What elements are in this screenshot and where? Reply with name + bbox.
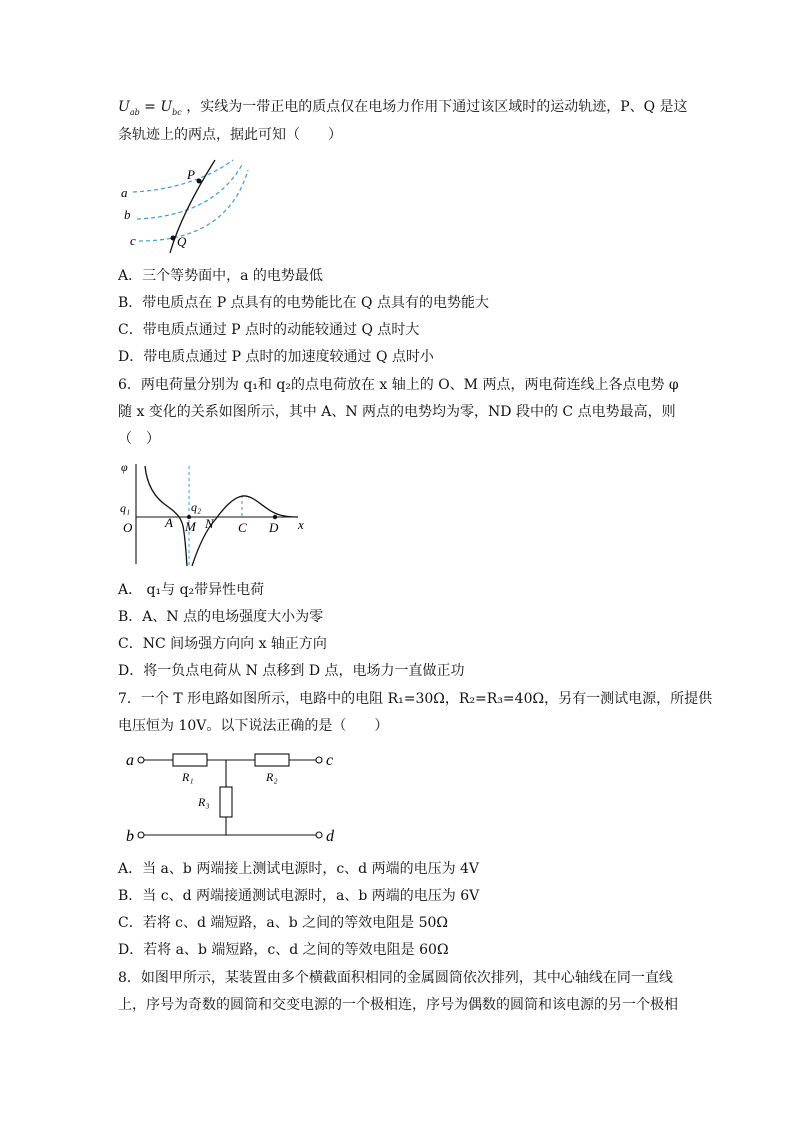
label-A: A [165, 515, 173, 530]
q6-option-d[interactable]: D．将一负点电荷从 N 点移到 D 点，电场力一直做正功 [118, 663, 465, 679]
terminal-d [316, 832, 322, 838]
point-P [197, 179, 202, 184]
q7-stem-line1: 7．一个 T 形电路如图所示，电路中的电阻 R₁=30Ω，R₂=R₃=40Ω，另有一测试电源，所提供 [118, 691, 713, 707]
label-N: N [205, 516, 214, 531]
label-R3: R₃ [198, 795, 210, 809]
q5-option-b[interactable]: B．带电质点在 P 点具有的电势能比在 Q 点具有的电势能大 [118, 295, 489, 311]
q7-option-a[interactable]: A．当 a、b 两端接上测试电源时，c、d 两端的电压为 4V [118, 861, 480, 877]
label-C: C [238, 520, 247, 535]
label-D: D [269, 520, 279, 535]
label-Q: Q [177, 234, 187, 249]
resistor-R2 [255, 754, 289, 766]
q5-stem-line1: $U_{ab} = U_{bc}$ ，实线为一带正电的质点仅在电场力作用下通过该区域时的运动轨迹，P、Q 是这 [118, 99, 688, 117]
terminal-b [138, 832, 144, 838]
label-q2: q₂ [191, 500, 202, 514]
resistor-R3 [220, 787, 232, 817]
label-b: b [126, 828, 134, 845]
label-d: d [326, 828, 334, 845]
formula-uab-ubc: $U_{ab} = U_{bc}$ [118, 99, 182, 117]
label-c: c [326, 752, 334, 769]
q5-option-a[interactable]: A．三个等势面中，a 的电势最低 [118, 268, 323, 284]
q5-option-c[interactable]: C．带电质点通过 P 点时的动能较通过 Q 点时大 [118, 322, 420, 338]
q6-stem-line1: 6．两电荷量分别为 q₁和 q₂的点电荷放在 x 轴上的 O、M 两点，两电荷连线上各点电势 φ [118, 377, 679, 393]
label-M: M [185, 519, 196, 534]
q6-stem-line2: 随 x 变化的关系如图所示，其中 A、N 两点的电势均为零，ND 段中的 C 点电势最高，则 [118, 404, 676, 420]
q7-option-b[interactable]: B．当 c、d 两端接通测试电源时，a、b 两端的电压为 6V [118, 888, 480, 904]
equipotential-a [133, 160, 233, 192]
label-phi: φ [121, 460, 128, 474]
q7-figure-t-circuit [118, 745, 348, 847]
q6-stem-line3: （ ） [118, 431, 160, 447]
label-b: b [124, 207, 131, 222]
label-R2: R₂ [266, 770, 278, 784]
label-a: a [126, 752, 134, 769]
q5-option-d[interactable]: D．带电质点通过 P 点时的加速度较通过 Q 点时小 [118, 349, 434, 365]
q5-figure-equipotential [115, 155, 255, 255]
terminal-c [316, 757, 322, 763]
q8-stem-line1: 8．如图甲所示，某装置由多个横截面积相同的金属圆筒依次排列，其中心轴线在同一直线 [118, 970, 673, 986]
label-q1: q₁ [120, 501, 131, 515]
point-D [273, 515, 277, 519]
label-P: P [187, 167, 195, 182]
q6-option-c[interactable]: C．NC 间场强方向向 x 轴正方向 [118, 636, 327, 652]
q7-option-d[interactable]: D．若将 a、b 端短路，c、d 之间的等效电阻是 60Ω [118, 942, 449, 958]
label-c: c [130, 233, 136, 248]
label-x: x [298, 517, 304, 532]
q6-option-a[interactable]: A． q₁与 q₂带异性电荷 [118, 582, 265, 598]
q6-option-b[interactable]: B．A、N 点的电场强度大小为零 [118, 609, 324, 625]
resistor-R1 [173, 754, 207, 766]
point-Q [171, 236, 176, 241]
label-a: a [121, 185, 128, 200]
q6-figure-potential-graph [115, 456, 315, 571]
terminal-a [138, 757, 144, 763]
q5-stem-line2: 条轨迹上的两点，据此可知（ ） [118, 127, 342, 143]
q7-stem-line2: 电压恒为 10V。以下说法正确的是（ ） [118, 718, 389, 734]
label-O: O [123, 520, 133, 535]
q8-stem-line2: 上，序号为奇数的圆筒和交变电源的一个极相连，序号为偶数的圆筒和该电源的另一个极相 [118, 997, 678, 1013]
label-R1: R₁ [182, 770, 194, 784]
q7-option-c[interactable]: C．若将 c、d 端短路，a、b 之间的等效电阻是 50Ω [118, 915, 449, 931]
